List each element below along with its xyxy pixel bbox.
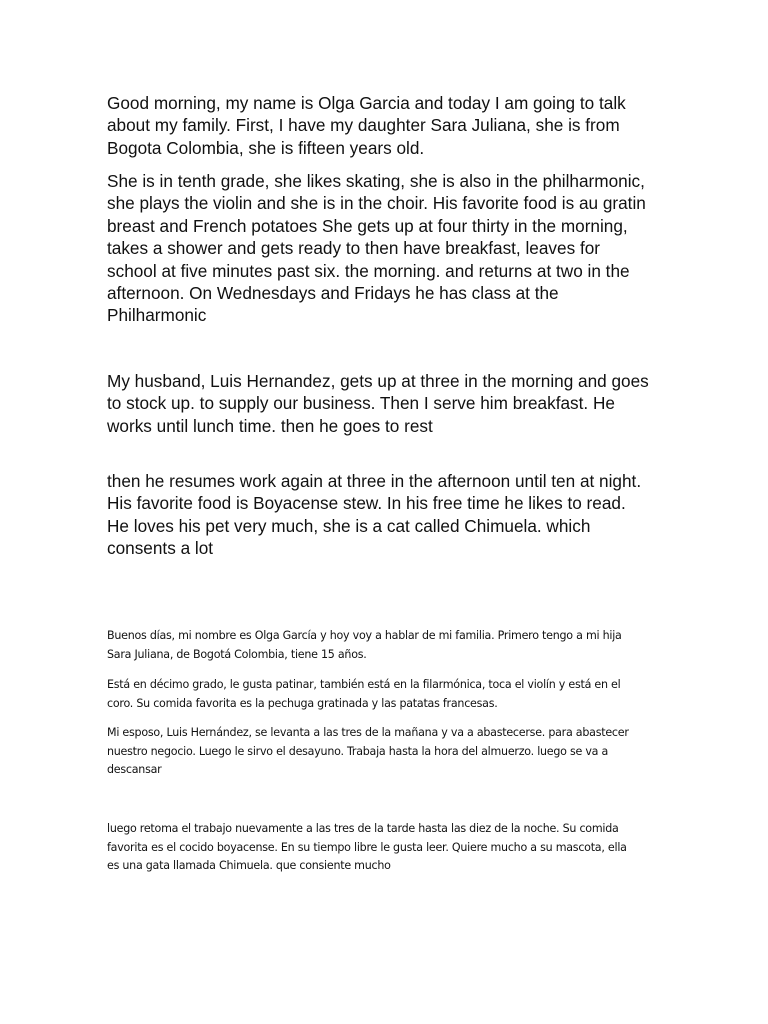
spanish-paragraph-intro: Buenos días, mi nombre es Olga García y hoy voy a hablar de mi familia. Primero tengo a mi hija Sara Juliana, de Bogotá Colombia, tiene 15 años. bbox=[107, 629, 622, 661]
english-paragraph-daughter: She is in tenth grade, she likes skating, she is also in the philharmonic, she plays the violin and she is in the choir. His favorite food is au gratin breast and French potatoes She gets up at four thirty in the morning, takes a shower and gets ready to then have breakfast, leaves for school at five minutes past six. the morning. and returns at two in the afternoon. On Wednesdays and Fridays he has class at the Philharmonic bbox=[107, 171, 646, 326]
english-paragraph-husband: My husband, Luis Hernandez, gets up at three in the morning and goes to stock up. to supply our business. Then I serve him breakfast. He works until lunch time. then he goes to rest bbox=[107, 371, 649, 436]
spanish-paragraph-daughter: Está en décimo grado, le gusta patinar, también está en la filarmónica, toca el violín y está en el coro. Su comida favorita es la pechuga gratinada y las patatas francesas. bbox=[107, 678, 621, 710]
english-paragraph-husband-evening: then he resumes work again at three in the afternoon until ten at night. His favorite food is Boyacense stew. In his free time he likes to read. He loves his pet very much, she is a cat called Chimuela. which consents a lot bbox=[107, 471, 642, 559]
spanish-paragraph-husband: Mi esposo, Luis Hernández, se levanta a las tres de la mañana y va a abastecerse. para abastecer nuestro negocio. Luego le sirvo el desayuno. Trabaja hasta la hora del almuerzo. luego se va a descansar bbox=[107, 726, 629, 777]
spanish-paragraph-husband-evening: luego retoma el trabajo nuevamente a las tres de la tarde hasta las diez de la noche. Su comida favorita es el cocido boyacense. En su tiempo libre le gusta leer. Quiere mucho a su mascota, ella es una gata llamada Chimuela. que consiente mucho bbox=[107, 822, 627, 873]
english-paragraph-intro: Good morning, my name is Olga Garcia and today I am going to talk about my family. First, I have my daughter Sara Juliana, she is from Bogota Colombia, she is fifteen years old. bbox=[107, 93, 626, 158]
